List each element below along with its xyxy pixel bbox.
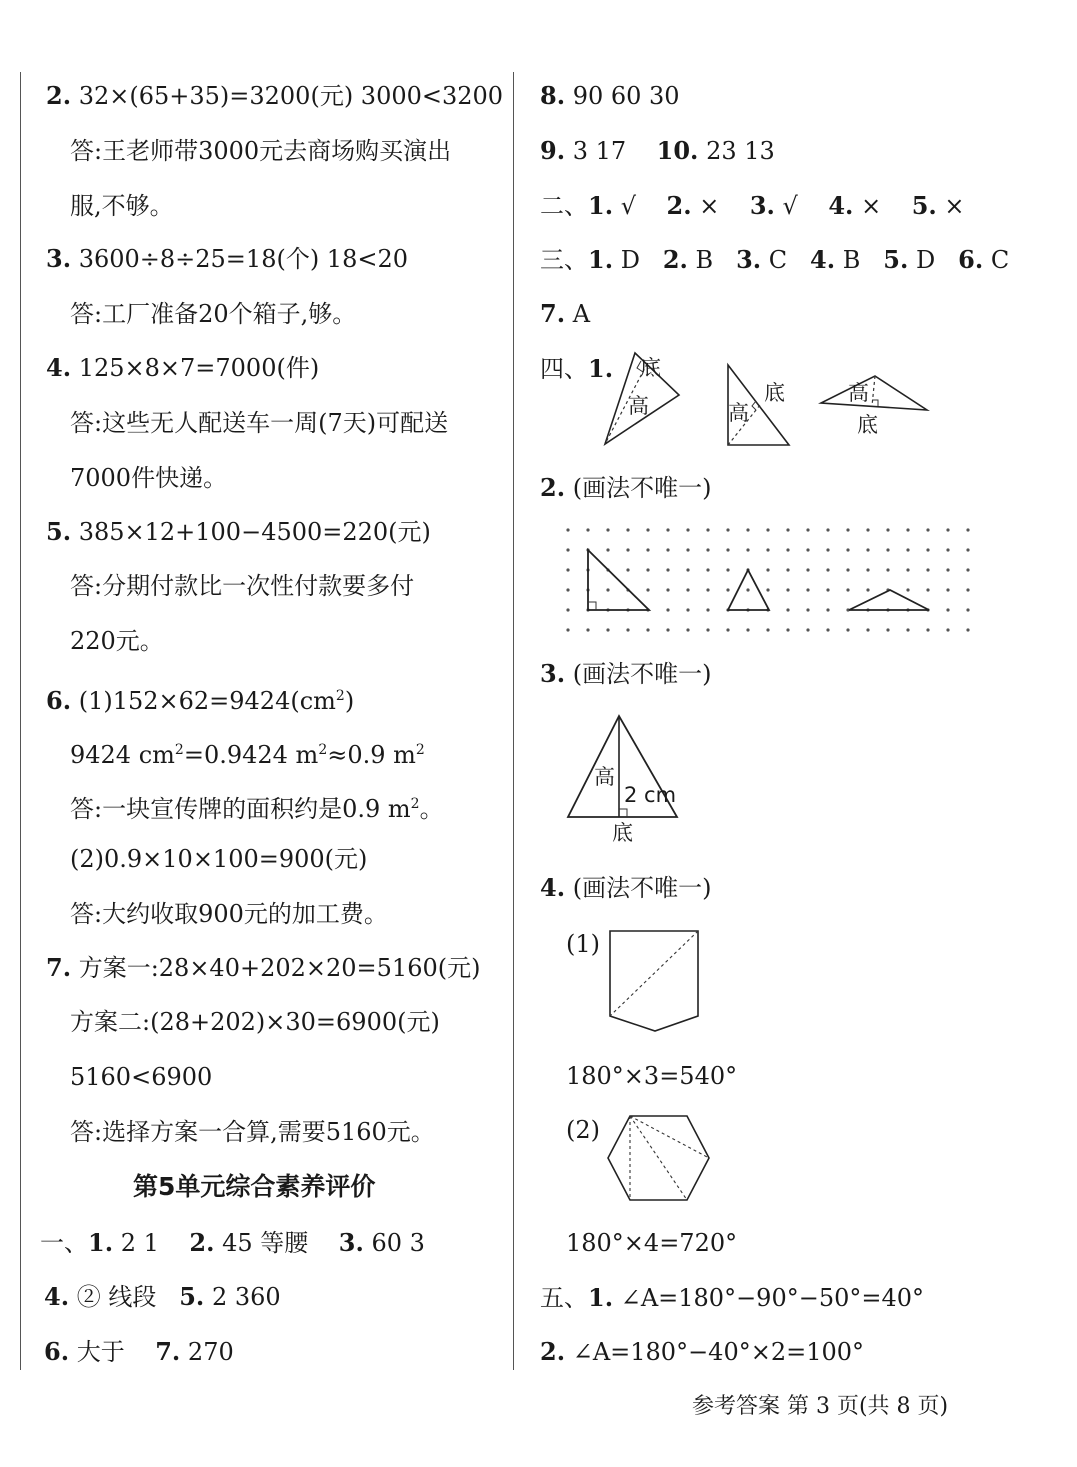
altitude-label-length: 2 cm	[624, 783, 677, 807]
sec3-row-2: 7. A	[540, 299, 591, 328]
grid-dot	[866, 548, 869, 551]
tri1-height-label: 高	[628, 394, 649, 418]
grid-dot	[966, 548, 969, 551]
grid-dot	[726, 588, 729, 591]
grid-dot	[786, 528, 789, 531]
grid-dot	[926, 568, 929, 571]
grid-dot	[866, 628, 869, 631]
grid-dot	[946, 548, 949, 551]
grid-dot	[626, 568, 629, 571]
sec5-row-1: 五、1. ∠A=180°−90°−50°=40°	[540, 1283, 925, 1312]
grid-dot	[906, 528, 909, 531]
left-margin-rule	[20, 72, 21, 1370]
left-q7-plan2: 方案二:(28+202)×30=6900(元)	[70, 1008, 440, 1036]
grid-dot	[666, 528, 669, 531]
grid-dot	[666, 548, 669, 551]
grid-dot	[706, 588, 709, 591]
grid-dot	[646, 588, 649, 591]
grid-dot	[826, 608, 829, 611]
grid-triangle-obtuse	[849, 590, 929, 610]
grid-dot	[886, 548, 889, 551]
grid-dot	[806, 528, 809, 531]
grid-dot	[746, 628, 749, 631]
grid-dot	[566, 528, 569, 531]
grid-dot	[906, 628, 909, 631]
grid-dot	[886, 628, 889, 631]
height-line-3	[872, 376, 875, 406]
grid-dot	[886, 568, 889, 571]
grid-dot	[746, 528, 749, 531]
left-q5-answer-2: 220元。	[70, 627, 164, 655]
sec3-row: 三、1. D 2. B 3. C 4. B 5. D 6. C	[540, 245, 1010, 274]
left-q6-part2: (2)0.9×10×100=900(元)	[70, 845, 368, 873]
grid-dot	[646, 528, 649, 531]
grid-dot	[786, 628, 789, 631]
grid-dot	[826, 548, 829, 551]
grid-dot	[766, 528, 769, 531]
grid-dot	[566, 608, 569, 611]
tri3-base-label: 底	[857, 413, 878, 437]
grid-dot	[666, 608, 669, 611]
grid-dot	[966, 568, 969, 571]
grid-dot	[586, 528, 589, 531]
left-q6-answer-1: 答:一块宣传牌的面积约是0.9 $m^2$。	[70, 795, 444, 823]
sec2-row: 二、1. √ 2. × 3. √ 4. × 5. ×	[540, 191, 965, 220]
grid-dot	[726, 568, 729, 571]
right-q9-q10: 9. 3 17 10. 23 13	[540, 136, 775, 165]
right-q8: 8. 90 60 30	[540, 81, 680, 110]
grid-dot	[626, 528, 629, 531]
grid-dot	[666, 628, 669, 631]
tri1-base-label: 底	[640, 356, 661, 380]
grid-dot	[906, 548, 909, 551]
grid-dot	[626, 628, 629, 631]
grid-dot	[686, 628, 689, 631]
left-q2-answer-2: 服,不够。	[70, 192, 174, 220]
grid-dot	[926, 628, 929, 631]
triangle-3	[821, 376, 927, 410]
grid-dot	[686, 528, 689, 531]
left-q2-expr: 2. 32×(65+35)=3200(元) 3000<3200	[46, 81, 504, 110]
grid-dot	[846, 628, 849, 631]
grid-dot	[706, 628, 709, 631]
grid-triangle-right	[588, 550, 649, 610]
grid-dot	[846, 568, 849, 571]
tri2-height-label: 高	[728, 401, 749, 425]
grid-dot	[746, 588, 749, 591]
right-q4-heading: 4. (画法不唯一)	[540, 873, 712, 902]
grid-dot	[746, 548, 749, 551]
pentagon-diagonal	[610, 931, 698, 1016]
left-q2-answer-1: 答:王老师带3000元去商场购买演出	[70, 137, 452, 165]
grid-dot	[946, 588, 949, 591]
page-footer: 参考答案 第 3 页(共 8 页)	[692, 1394, 949, 1419]
grid-dot	[806, 568, 809, 571]
grid-dot	[966, 608, 969, 611]
right-q2-heading: 2. (画法不唯一)	[540, 473, 712, 502]
sec1-row-2: 4. ② 线段 5. 2 360	[44, 1282, 281, 1311]
grid-dot	[866, 568, 869, 571]
grid-dot	[866, 528, 869, 531]
left-q6-part1: 6. $(1)152\times 62=9424(cm^2)$	[46, 686, 355, 715]
grid-dot	[806, 548, 809, 551]
grid-dot	[686, 548, 689, 551]
sec1-row-3: 6. 大于 7. 270	[44, 1337, 234, 1366]
left-q3-expr: 3. 3600÷8÷25=18(个) 18<20	[46, 244, 408, 273]
tri3-height-label: 高	[848, 381, 869, 405]
grid-dot	[766, 588, 769, 591]
grid-dot	[566, 568, 569, 571]
grid-dot	[826, 528, 829, 531]
grid-dot	[566, 548, 569, 551]
grid-dot	[766, 548, 769, 551]
sec5-row-2: 2. ∠A=180°−40°×2=100°	[540, 1337, 865, 1366]
grid-dot	[826, 628, 829, 631]
grid-dot	[786, 568, 789, 571]
left-q7-compare: 5160<6900	[70, 1063, 213, 1091]
grid-dot	[886, 528, 889, 531]
grid-dot	[626, 548, 629, 551]
grid-dot	[586, 628, 589, 631]
grid-dot	[806, 588, 809, 591]
grid-dot	[666, 588, 669, 591]
tri2-base-label: 底	[764, 381, 785, 405]
grid-dot	[666, 568, 669, 571]
grid-dot	[706, 548, 709, 551]
grid-dot	[826, 568, 829, 571]
hexagon-diagonal-2	[630, 1116, 687, 1200]
height-triangle-figure	[560, 708, 710, 848]
grid-dot	[966, 588, 969, 591]
grid-dot	[946, 528, 949, 531]
grid-dot	[926, 528, 929, 531]
left-q6-conversion: 9424 $cm^2=0.9424$ $m^2\approx 0.9$ $m^2$	[70, 741, 425, 769]
grid-dot	[566, 628, 569, 631]
altitude-label-height: 高	[594, 765, 615, 789]
grid-dot	[606, 528, 609, 531]
q4-part2-label: (2)	[566, 1116, 600, 1144]
left-q3-answer: 答:工厂准备20个箱子,够。	[70, 300, 357, 328]
grid-dot	[786, 608, 789, 611]
grid-dot	[606, 588, 609, 591]
column-divider	[513, 72, 514, 1370]
left-q6-answer-2: 答:大约收取900元的加工费。	[70, 900, 388, 928]
grid-dot	[706, 608, 709, 611]
unit-title: 第5单元综合素养评价	[133, 1172, 376, 1201]
grid-dot	[966, 528, 969, 531]
grid-dot	[686, 608, 689, 611]
base-label: 底	[612, 821, 633, 845]
grid-dot	[946, 628, 949, 631]
q4-part1-label: (1)	[566, 930, 600, 958]
grid-dot	[926, 548, 929, 551]
grid-dot	[806, 628, 809, 631]
grid-dot	[706, 568, 709, 571]
sec4-heading: 四、1.	[540, 354, 614, 383]
pentagon	[610, 931, 698, 1031]
grid-dot	[646, 568, 649, 571]
dot-grid-figure	[560, 520, 980, 640]
grid-dot	[906, 568, 909, 571]
grid-dot	[846, 588, 849, 591]
grid-dot	[926, 588, 929, 591]
sec1-row-1: 一、1. 2 1 2. 45 等腰 3. 60 3	[40, 1228, 425, 1257]
left-q5-answer-1: 答:分期付款比一次性付款要多付	[70, 572, 415, 600]
grid-dot	[646, 548, 649, 551]
left-q4-answer-2: 7000件快递。	[70, 464, 228, 492]
pentagon-figure	[605, 926, 705, 1036]
grid-dot	[566, 588, 569, 591]
grid-dot	[726, 528, 729, 531]
grid-dot	[766, 628, 769, 631]
grid-dot	[686, 588, 689, 591]
grid-dot	[726, 548, 729, 551]
left-q4-expr: 4. 125×8×7=7000(件)	[46, 353, 320, 382]
grid-dot	[866, 588, 869, 591]
left-q7-answer: 答:选择方案一合算,需要5160元。	[70, 1118, 435, 1146]
left-q4-answer-1: 答:这些无人配送车一周(7天)可配送	[70, 409, 449, 437]
grid-dot	[906, 588, 909, 591]
grid-dot	[706, 528, 709, 531]
sec4-triangles-figure	[595, 350, 940, 450]
q4-calc-1: 180°×3=540°	[566, 1062, 738, 1090]
grid-dot	[846, 528, 849, 531]
grid-dot	[826, 588, 829, 591]
grid-dot	[786, 588, 789, 591]
left-q7-plan1: 7. 方案一:28×40+202×20=5160(元)	[46, 953, 481, 982]
grid-dot	[966, 628, 969, 631]
hexagon-figure	[605, 1112, 715, 1204]
grid-dot	[606, 548, 609, 551]
grid-dot	[646, 628, 649, 631]
grid-dot	[846, 548, 849, 551]
left-q5-expr: 5. 385×12+100−4500=220(元)	[46, 517, 431, 546]
grid-dot	[606, 628, 609, 631]
q4-calc-2: 180°×4=720°	[566, 1229, 738, 1257]
grid-dot	[686, 568, 689, 571]
grid-dot	[766, 568, 769, 571]
grid-dot	[726, 628, 729, 631]
grid-dot	[786, 548, 789, 551]
grid-dot	[946, 608, 949, 611]
right-q3-heading: 3. (画法不唯一)	[540, 659, 712, 688]
grid-dot	[946, 568, 949, 571]
grid-dot	[806, 608, 809, 611]
